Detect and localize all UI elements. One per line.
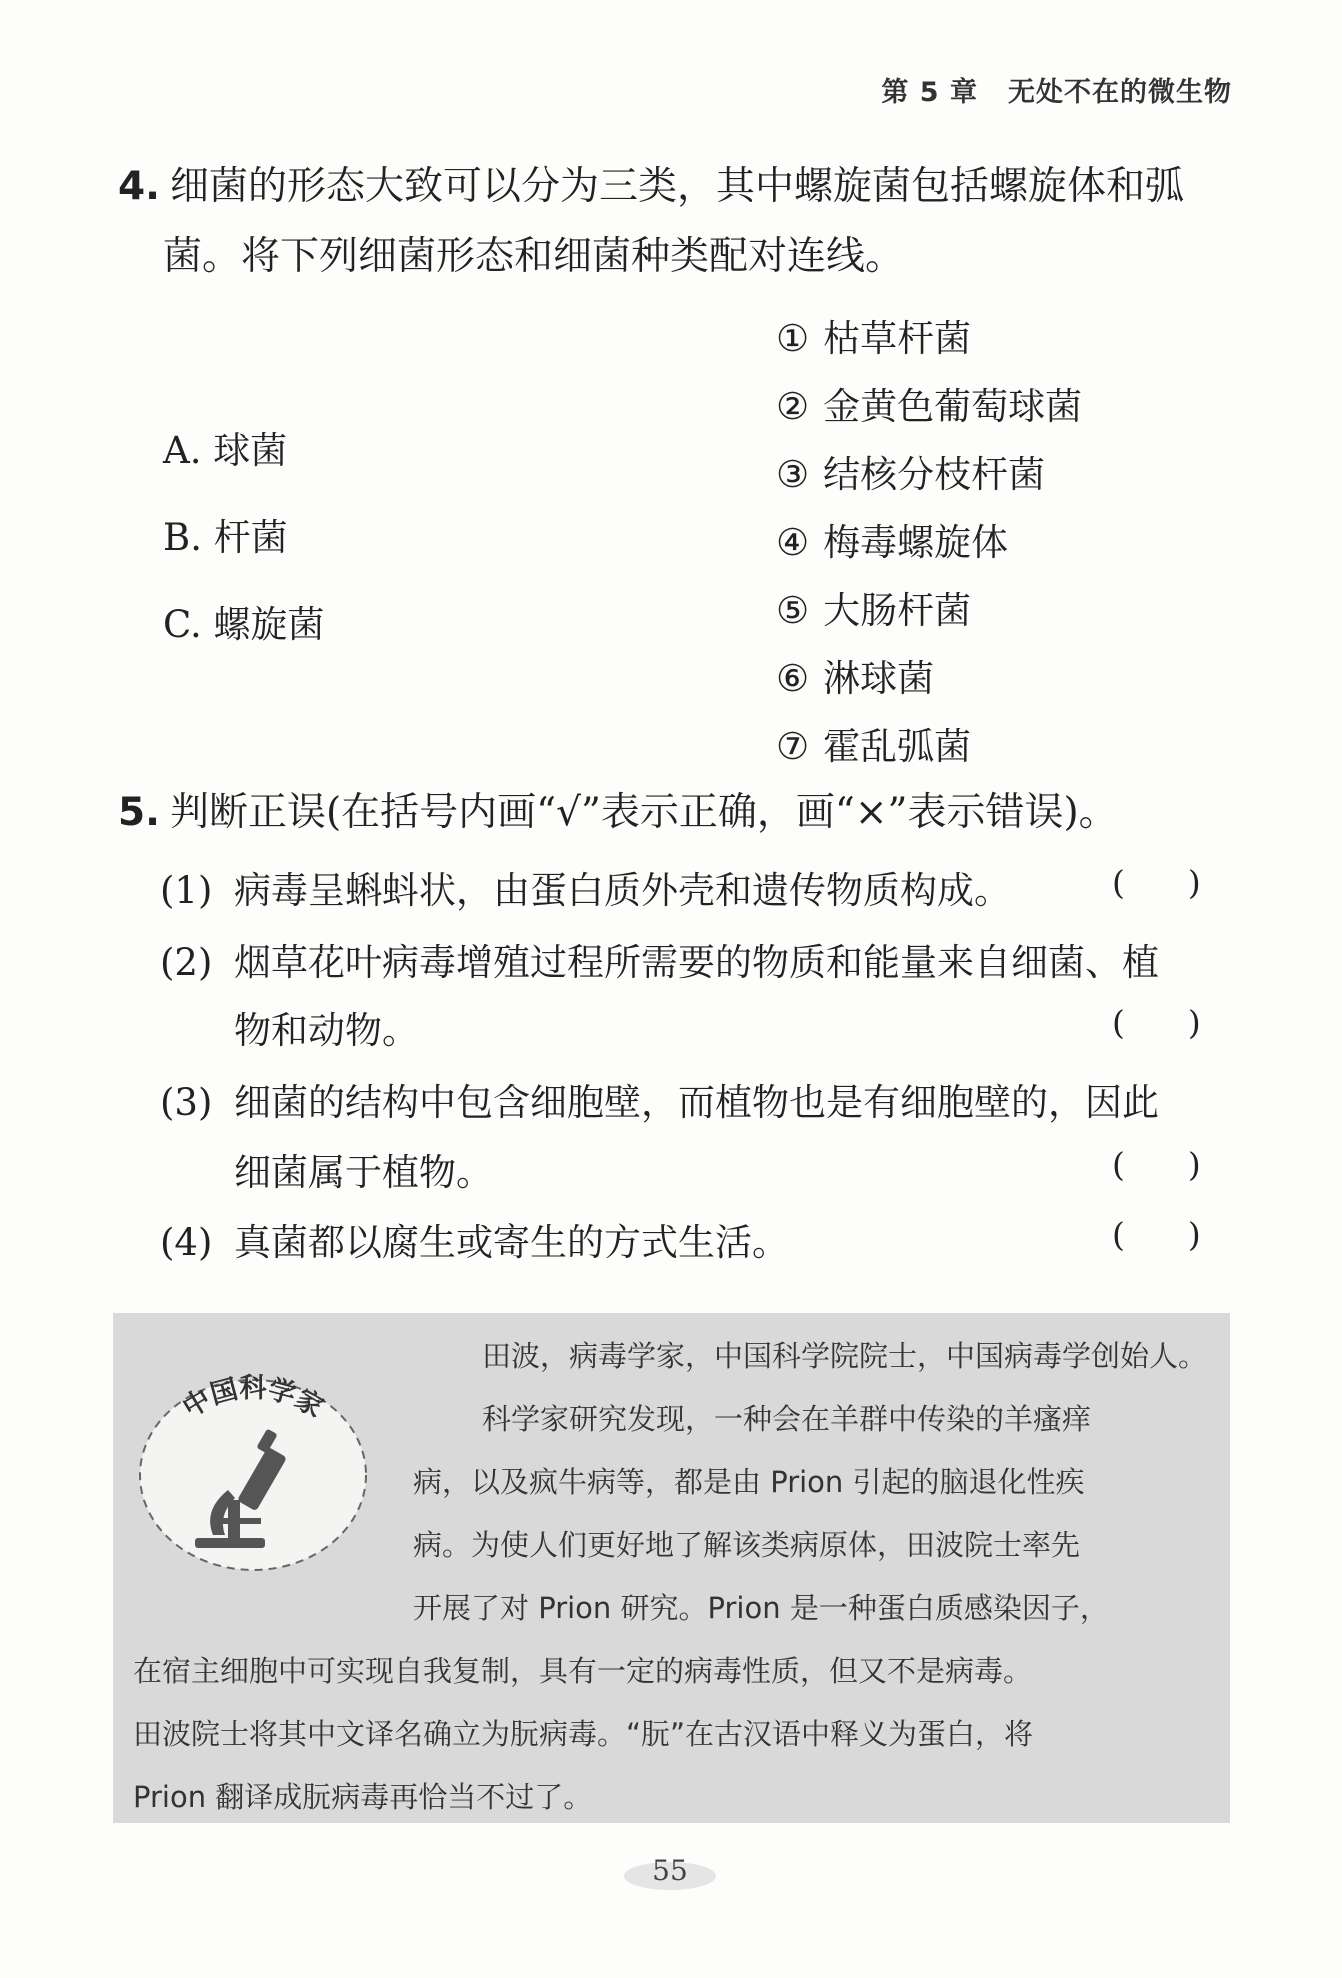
statement-4: (4) 真菌都以腐生或寄生的方式生活。 — [160, 1221, 789, 1264]
statement-1: (1) 病毒呈蝌蚪状，由蛋白质外壳和遗传物质构成。 — [160, 869, 1011, 912]
box-line-5: 开展了对 Prion 研究。Prion 是一种蛋白质感染因子， — [413, 1591, 1109, 1625]
statement-3-line-2: 细菌属于植物。 — [234, 1151, 493, 1194]
statement-3: (3) 细菌的结构中包含细胞壁，而植物也是有细胞壁的，因此 — [160, 1081, 1159, 1124]
chapter-number: 第 5 章 — [881, 77, 978, 108]
page-number: 55 — [620, 1854, 720, 1894]
chapter-title: 无处不在的微生物 — [1008, 77, 1232, 108]
page-header — [881, 70, 1232, 109]
species-option: ⑥ 淋球菌 — [776, 657, 935, 700]
box-line-2: 科学家研究发现，一种会在羊群中传染的羊瘙痒 — [482, 1402, 1092, 1436]
species-option: ② 金黄色葡萄球菌 — [776, 385, 1083, 428]
species-option: ① 枯草杆菌 — [776, 317, 972, 360]
shape-option: C. 螺旋菌 — [163, 603, 325, 646]
box-line-8: Prion 翻译成朊病毒再恰当不过了。 — [133, 1780, 593, 1814]
statement-2-line-2: 物和动物。 — [234, 1009, 419, 1052]
answer-blank-1[interactable]: ( ) — [1112, 863, 1201, 902]
question-title: 判断正误(在括号内画“√”表示正确，画“×”表示错误)。 — [169, 790, 1118, 835]
badge-text: 中国科学家 — [177, 1373, 329, 1425]
scientist-badge — [133, 1370, 383, 1580]
question-4 — [118, 152, 1184, 222]
question-5 — [118, 778, 1118, 848]
question-number: 5. — [118, 790, 160, 835]
species-option: ④ 梅毒螺旋体 — [776, 521, 1009, 564]
species-option: ③ 结核分枝杆菌 — [776, 453, 1046, 496]
answer-blank-3[interactable]: ( ) — [1112, 1145, 1201, 1184]
species-option: ⑤ 大肠杆菌 — [776, 589, 972, 632]
box-line-6: 在宿主细胞中可实现自我复制，具有一定的病毒性质，但又不是病毒。 — [133, 1654, 1033, 1688]
species-option: ⑦ 霍乱弧菌 — [776, 725, 972, 768]
answer-blank-4[interactable]: ( ) — [1112, 1215, 1201, 1254]
box-line-1: 田波，病毒学家，中国科学院院士，中国病毒学创始人。 — [482, 1339, 1208, 1373]
question-number: 4. — [118, 164, 160, 209]
box-line-3: 病，以及疯牛病等，都是由 Prion 引起的脑退化性疾 — [413, 1465, 1085, 1499]
box-line-4: 病。为使人们更好地了解该类病原体，田波院士率先 — [413, 1528, 1081, 1562]
shape-option: A. 球菌 — [163, 429, 288, 472]
question-text-line-2: 菌。将下列细菌形态和细菌种类配对连线。 — [163, 234, 905, 279]
box-line-7: 田波院士将其中文译名确立为朊病毒。“朊”在古汉语中释义为蛋白，将 — [133, 1717, 1034, 1751]
answer-blank-2[interactable]: ( ) — [1112, 1003, 1201, 1042]
shape-option: B. 杆菌 — [163, 516, 288, 559]
statement-2: (2) 烟草花叶病毒增殖过程所需要的物质和能量来自细菌、植 — [160, 941, 1159, 984]
question-text-line-1: 细菌的形态大致可以分为三类，其中螺旋菌包括螺旋体和弧 — [169, 164, 1184, 209]
